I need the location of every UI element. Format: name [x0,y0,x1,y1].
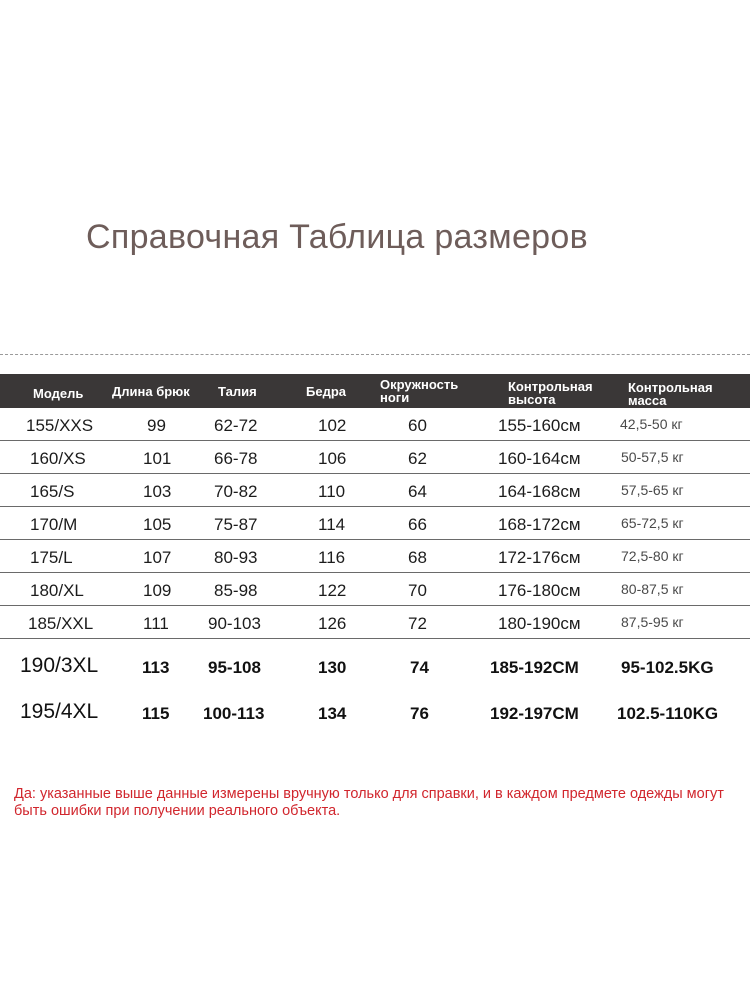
cell-length: 115 [142,704,170,723]
cell-waist: 75-87 [214,515,258,534]
cell-model: 170/M [30,515,78,534]
cell-length: 105 [143,515,172,534]
table-row [0,507,750,540]
cell-leg: 74 [410,658,429,677]
header-model: Модель [33,386,84,401]
page-title: Справочная Таблица размеров [86,218,588,256]
cell-hip: 122 [318,581,347,600]
cell-mass: 42,5-50 кг [620,416,683,432]
cell-height: 192-197CM [490,704,579,723]
cell-model: 185/XXL [28,614,94,633]
cell-model: 195/4XL [20,700,99,723]
table-row [0,540,750,573]
cell-leg: 72 [408,614,427,633]
table-row [0,573,750,606]
table-row [0,408,750,441]
table-header [0,374,750,408]
header-mass-line1: Контрольная [628,380,713,395]
table-row [0,474,750,507]
cell-hip: 134 [318,704,347,723]
cell-hip: 130 [318,658,347,677]
cell-model: 175/L [30,548,73,567]
cell-mass: 87,5-95 кг [621,614,684,630]
cell-height: 164-168см [498,482,581,501]
cell-leg: 62 [408,449,427,468]
cell-waist: 62-72 [214,416,258,435]
table-row [0,441,750,474]
cell-hip: 106 [318,449,347,468]
cell-hip: 126 [318,614,347,633]
cell-height: 172-176см [498,548,581,567]
header-waist: Талия [218,384,257,399]
header-length: Длина брюк [112,384,190,399]
cell-waist: 100-113 [203,704,265,723]
cell-mass: 80-87,5 кг [621,581,684,597]
cell-mass: 50-57,5 кг [621,449,684,465]
cell-mass: 57,5-65 кг [621,482,684,498]
cell-hip: 114 [318,515,346,534]
cell-leg: 68 [408,548,427,567]
table-row [0,694,750,738]
dashed-divider [0,354,750,355]
cell-hip: 102 [318,416,347,435]
cell-length: 103 [143,482,172,501]
header-leg-line1: Окружность [380,377,459,392]
cell-height: 176-180см [498,581,581,600]
header-height-line1: Контрольная [508,379,593,394]
header-mass-line2: масса [628,393,667,408]
cell-leg: 66 [408,515,427,534]
table-row [0,648,750,692]
cell-model: 180/XL [30,581,84,600]
cell-leg: 76 [410,704,429,723]
cell-mass: 102.5-110KG [617,704,719,723]
header-height-line2: высота [508,392,556,407]
cell-height: 160-164см [498,449,581,468]
cell-mass: 95-102.5KG [621,658,714,677]
cell-height: 185-192CM [490,658,579,677]
cell-length: 101 [143,449,172,468]
cell-mass: 65-72,5 кг [621,515,684,531]
cell-length: 111 [143,614,169,633]
cell-length: 107 [143,548,172,567]
cell-waist: 95-108 [208,658,261,677]
cell-leg: 64 [408,482,427,501]
cell-model: 160/XS [30,449,86,468]
cell-length: 99 [147,416,166,435]
cell-waist: 66-78 [214,449,258,468]
header-leg-line2: ноги [380,390,410,405]
header-hip: Бедра [306,384,346,399]
cell-waist: 85-98 [214,581,258,600]
cell-mass: 72,5-80 кг [621,548,684,564]
cell-hip: 116 [318,548,346,567]
cell-height: 180-190см [498,614,581,633]
cell-length: 109 [143,581,172,600]
cell-model: 190/3XL [20,654,99,677]
cell-model: 165/S [30,482,75,501]
disclaimer-note: Да: указанные выше данные измерены вручную только для справки, и в каждом предмете одежды могут быть ошибки при получении реального объекта. [14,786,724,819]
cell-model: 155/XXS [26,416,94,435]
cell-height: 155-160см [498,416,581,435]
cell-hip: 110 [318,482,346,501]
cell-leg: 60 [408,416,427,435]
cell-waist: 90-103 [208,614,261,633]
cell-leg: 70 [408,581,427,600]
table-row [0,606,750,639]
cell-height: 168-172см [498,515,581,534]
cell-waist: 80-93 [214,548,258,567]
cell-waist: 70-82 [214,482,258,501]
cell-length: 113 [142,658,170,677]
